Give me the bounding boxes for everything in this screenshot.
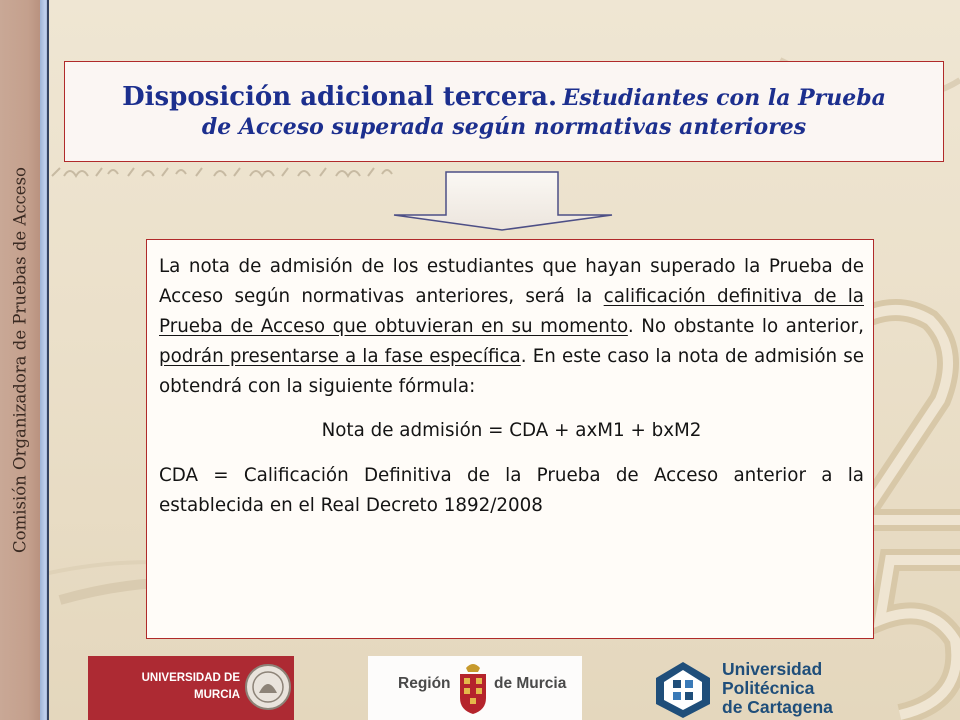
upct-logo-line3: de Cartagena bbox=[722, 697, 833, 717]
upct-emblem-icon bbox=[652, 660, 714, 720]
underlined-definitive-score: calificación definitiva de la Prueba de Acceso que obtuvieran en su momento bbox=[159, 286, 864, 337]
rm-logo-left: Región bbox=[398, 675, 451, 692]
paragraph-text-2: . No obstante lo anterior, bbox=[627, 316, 864, 337]
rm-coat-of-arms-icon bbox=[456, 658, 490, 716]
rm-logo-right: de Murcia bbox=[494, 675, 567, 692]
paragraph-text-3: . En este caso la nota de admisión se obtendrá con la siguiente fórmula: bbox=[159, 346, 865, 397]
um-logo-text bbox=[118, 670, 240, 704]
sidebar-divider bbox=[47, 0, 49, 720]
paragraph-text-1: La nota de admisión de los estudiantes que hayan superado la Prueba de Acceso según normativas anteriores, será la bbox=[159, 256, 864, 307]
region-murcia-logo bbox=[368, 656, 582, 720]
title-sub-line2: de Acceso superada según normativas anteriores bbox=[201, 113, 807, 140]
admission-formula: Nota de admisión = CDA + axM1 + bxM2 bbox=[321, 420, 702, 441]
upct-logo bbox=[650, 660, 856, 720]
underlined-specific-phase: podrán presentarse a la fase específica bbox=[159, 346, 521, 367]
title-sub-line1: Estudiantes con la Prueba bbox=[562, 85, 886, 112]
um-seal-icon bbox=[244, 663, 292, 711]
title-box bbox=[64, 61, 944, 162]
upct-logo-line1: Universidad bbox=[722, 659, 823, 679]
um-logo-line1: UNIVERSIDAD DE bbox=[141, 672, 240, 684]
upct-logo-line2: Politécnica bbox=[722, 678, 815, 698]
main-paragraph bbox=[159, 252, 864, 402]
um-logo-line2: MURCIA bbox=[194, 689, 240, 701]
universidad-murcia-logo bbox=[88, 656, 294, 720]
content-box bbox=[146, 239, 874, 639]
slide-title bbox=[108, 82, 900, 141]
title-main: Disposición adicional tercera. bbox=[122, 82, 558, 113]
cda-definition: CDA = Calificación Definitiva de la Prueba de Acceso anterior a la establecida en el Real Decreto 1892/2008 bbox=[159, 465, 864, 516]
sidebar-vertical-text: Comisión Organizadora de Pruebas de Acceso bbox=[10, 167, 30, 553]
down-arrow-icon bbox=[392, 171, 614, 231]
